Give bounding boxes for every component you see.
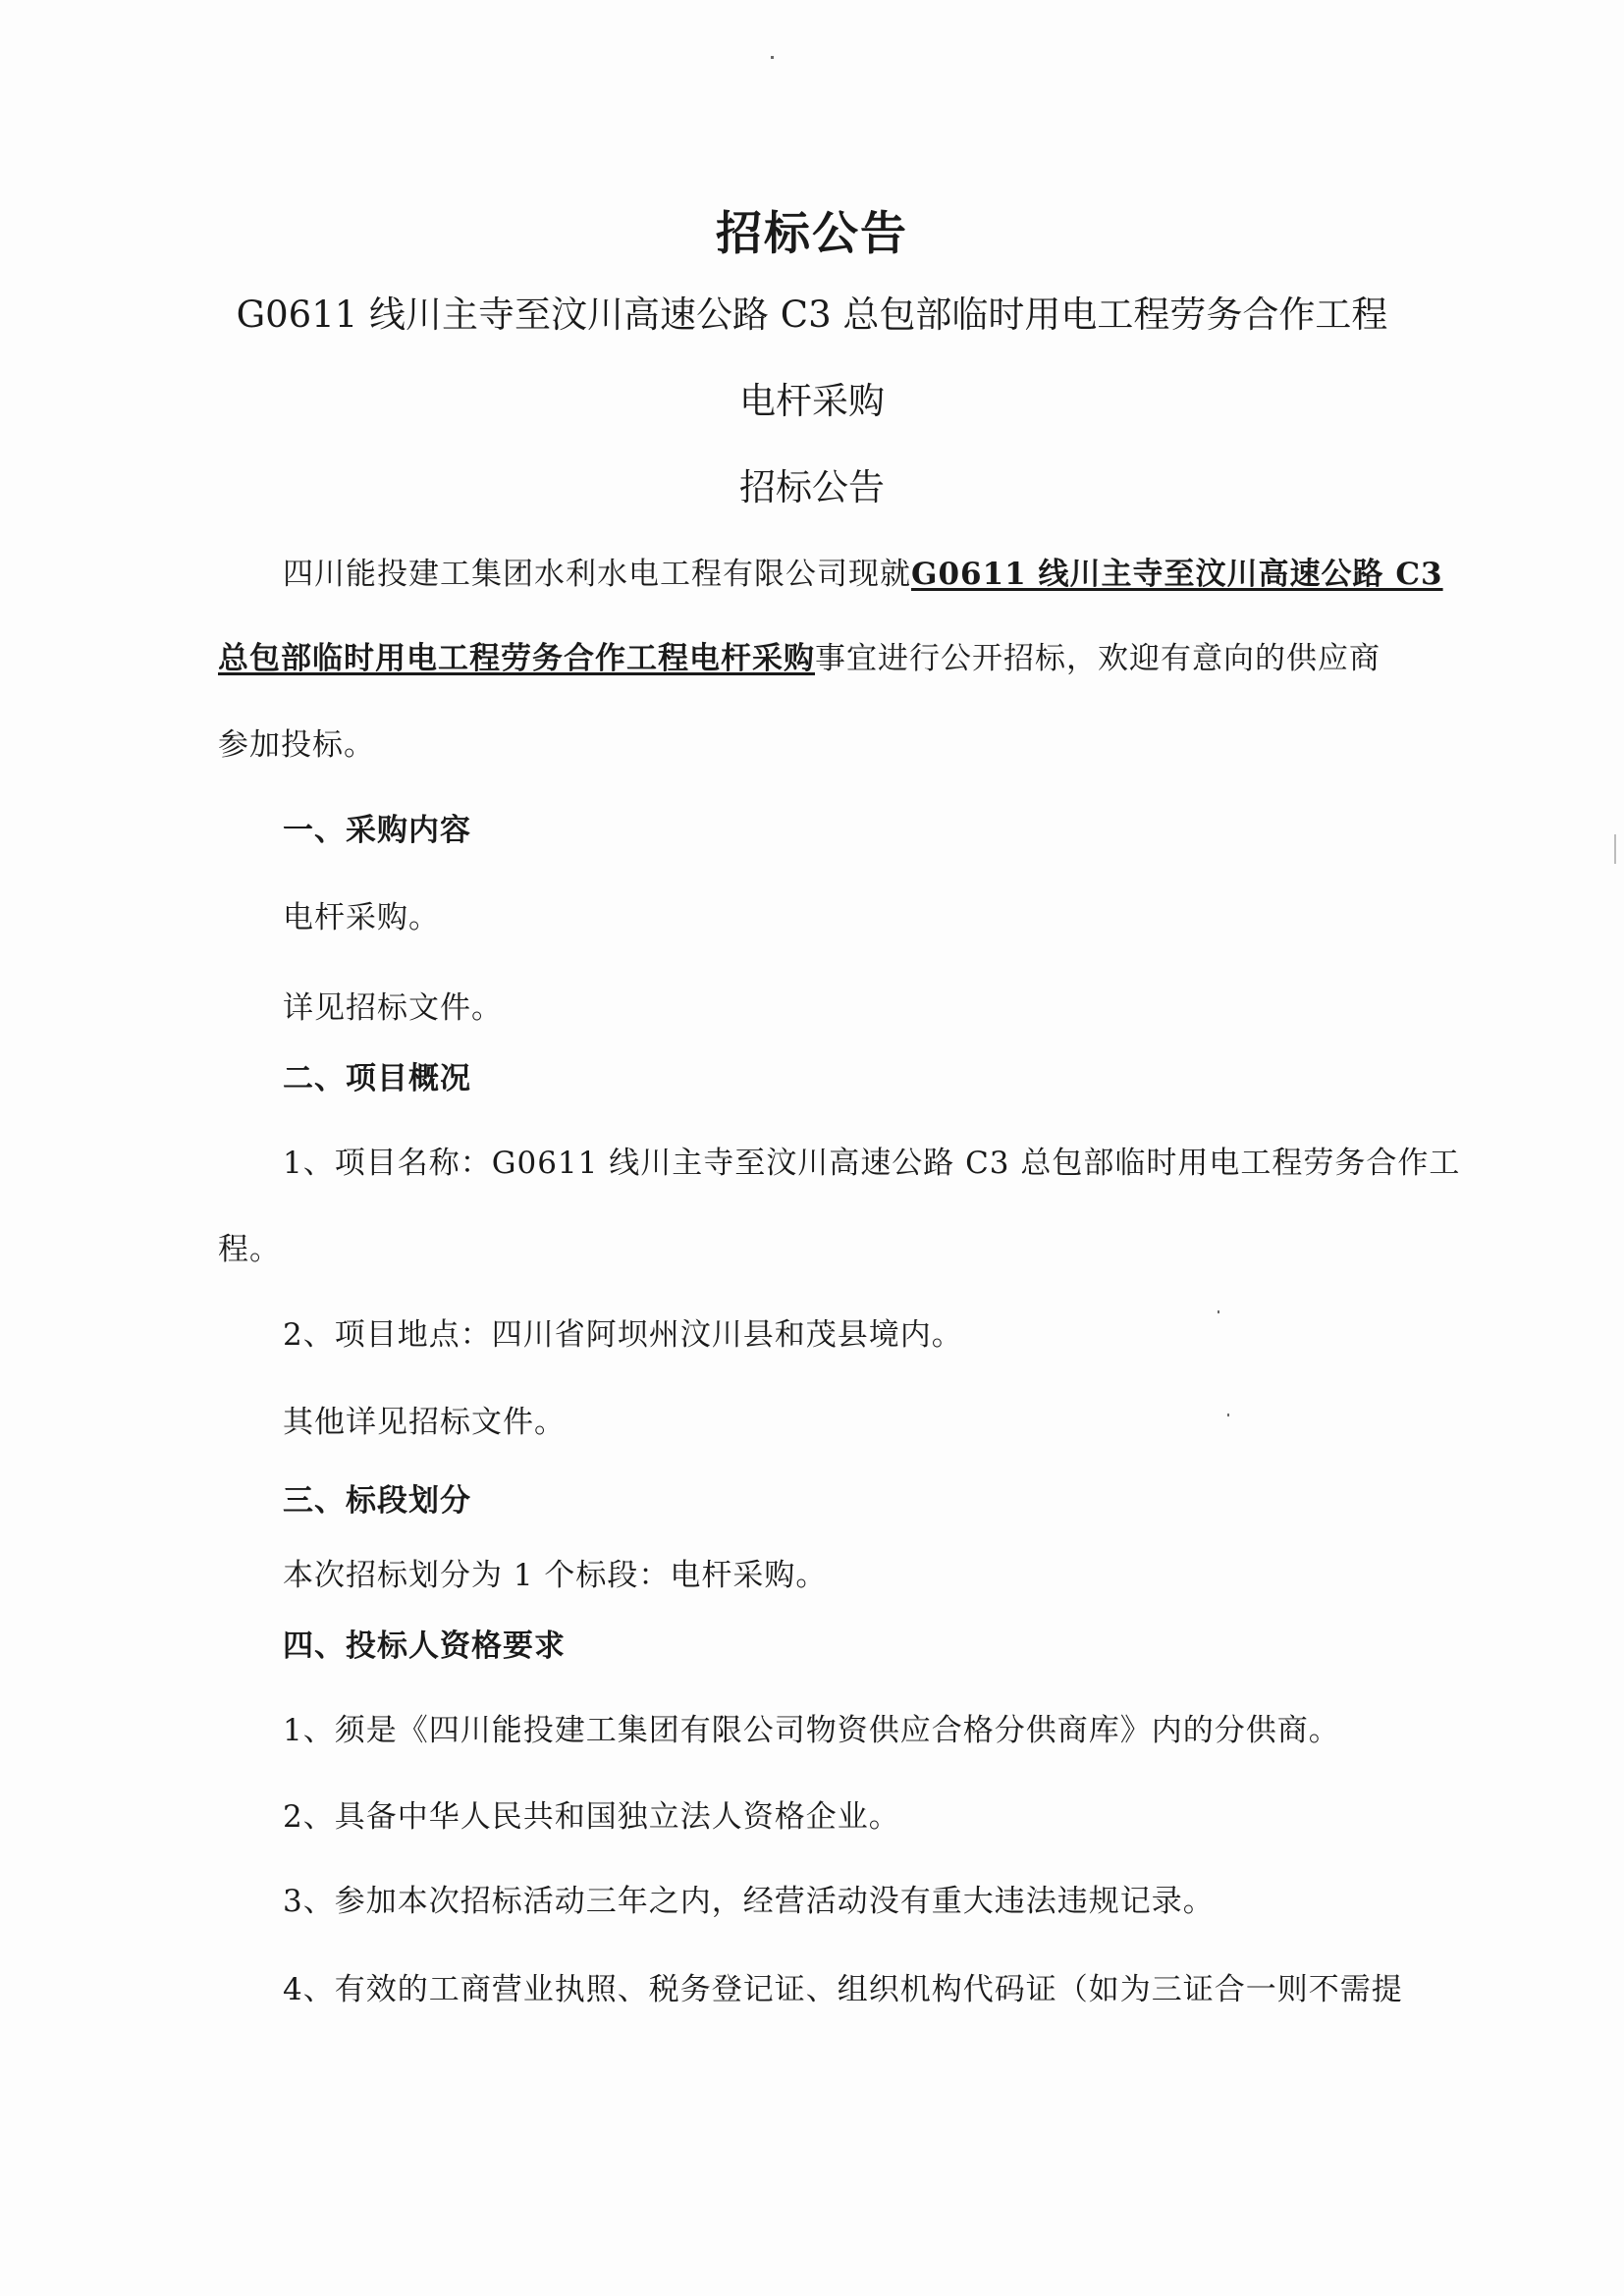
- intro-line3: 参加投标。: [218, 727, 375, 763]
- section1-line1: 电杆采购。: [283, 900, 440, 935]
- section2-other: 其他详见招标文件。: [283, 1405, 566, 1440]
- intro-line1: [283, 557, 1443, 592]
- section2-item1-line2: 程。: [218, 1232, 281, 1267]
- section4-heading: 四、投标人资格要求: [283, 1629, 566, 1664]
- intro-project-name-underlined: G0611 线川主寺至汶川高速公路 C3: [911, 557, 1443, 592]
- section2-item2: 2、项目地点：四川省阿坝州汶川县和茂县境内。: [283, 1317, 963, 1353]
- document-title: 招标公告: [716, 207, 908, 261]
- scan-speck: [1227, 1414, 1229, 1416]
- project-title-line2: 电杆采购: [739, 380, 885, 422]
- announcement-subtitle: 招标公告: [739, 466, 885, 508]
- scan-speck: [1614, 834, 1616, 864]
- section4-item3: 3、参加本次招标活动三年之内，经营活动没有重大违法违规记录。: [283, 1884, 1215, 1919]
- section3-heading: 三、标段划分: [283, 1483, 471, 1519]
- intro-suffix: 事宜进行公开招标，欢迎有意向的供应商: [815, 641, 1380, 676]
- scan-speck: [1218, 1310, 1219, 1313]
- scan-speck: [771, 56, 774, 59]
- project-title-line1: G0611 线川主寺至汶川高速公路 C3 总包部临时用电工程劳务合作工程: [236, 294, 1388, 336]
- section2-heading: 二、项目概况: [283, 1061, 471, 1096]
- section4-item2: 2、具备中华人民共和国独立法人资格企业。: [283, 1799, 900, 1835]
- section3-line1: 本次招标划分为 1 个标段：电杆采购。: [283, 1558, 828, 1593]
- section1-line2: 详见招标文件。: [283, 990, 503, 1026]
- section4-item1: 1、须是《四川能投建工集团有限公司物资供应合格分供商库》内的分供商。: [283, 1713, 1340, 1748]
- section2-item1-line1: 1、项目名称：G0611 线川主寺至汶川高速公路 C3 总包部临时用电工程劳务合作工: [283, 1146, 1461, 1181]
- section4-item4: 4、有效的工商营业执照、税务登记证、组织机构代码证（如为三证合一则不需提: [283, 1972, 1403, 2007]
- intro-line2: [218, 641, 1380, 676]
- section1-heading: 一、采购内容: [283, 813, 471, 848]
- intro-project-name-underlined-cont: 总包部临时用电工程劳务合作工程电杆采购: [218, 641, 815, 676]
- intro-prefix: 四川能投建工集团水利水电工程有限公司现就: [283, 557, 911, 592]
